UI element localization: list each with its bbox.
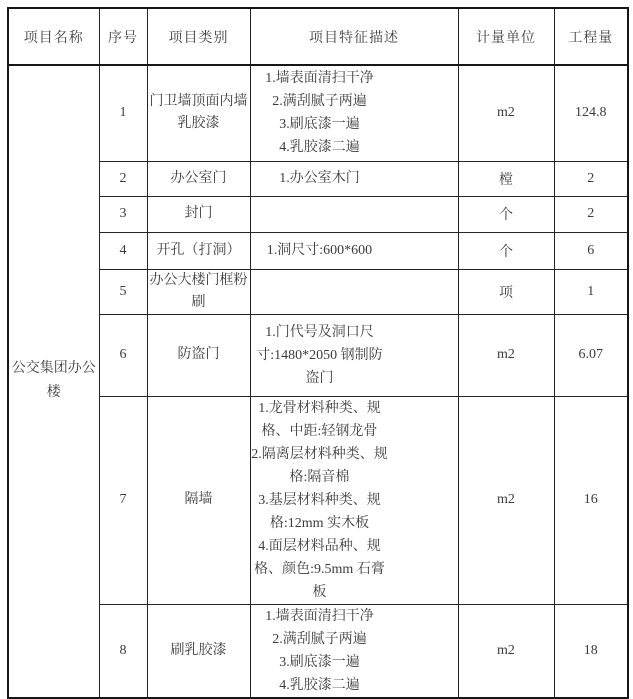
feature-line: 1.墙表面清扫干净 <box>265 71 374 87</box>
row-number-cell: 7 <box>99 396 147 604</box>
feature-line: 2.满刮腻子两遍 <box>272 631 367 647</box>
col-header-unit: 计量单位 <box>458 8 554 65</box>
unit-cell: m2 <box>458 396 554 604</box>
quantity-cell: 1 <box>554 269 628 314</box>
features-list <box>251 397 458 604</box>
table-row <box>8 65 628 161</box>
quantity-cell: 18 <box>554 604 628 698</box>
feature-line: 1.门代号及洞口尺寸:1480*2050 钢制防盗门 <box>256 324 383 386</box>
quantity-cell: 16 <box>554 396 628 604</box>
feature-line: 4.面层材料品种、规格、颜色:9.5mm 石膏板 <box>254 538 385 600</box>
category-cell: 办公大楼门框粉刷 <box>147 269 250 314</box>
table-row <box>8 314 628 396</box>
row-number-cell: 6 <box>99 314 147 396</box>
features-list <box>251 321 458 390</box>
col-header-feature-description: 项目特征描述 <box>250 8 458 65</box>
features-cell <box>250 604 458 698</box>
table-row <box>8 161 628 196</box>
table-body <box>8 65 628 698</box>
feature-line: 4.乳胶漆二遍 <box>279 677 360 693</box>
quantity-cell: 124.8 <box>554 65 628 161</box>
header-row <box>8 8 628 65</box>
feature-line: 2.满刮腻子两遍 <box>272 94 367 110</box>
feature-line: 1.龙骨材料种类、规格、中距:轻钢龙骨 <box>258 400 381 439</box>
unit-cell: 樘 <box>458 161 554 196</box>
unit-cell: 个 <box>458 196 554 232</box>
category-cell: 开孔（打洞） <box>147 232 250 269</box>
row-number-cell: 5 <box>99 269 147 314</box>
unit-cell: m2 <box>458 65 554 161</box>
row-number-cell: 8 <box>99 604 147 698</box>
features-list <box>251 67 458 159</box>
unit-cell: m2 <box>458 604 554 698</box>
row-number-cell: 3 <box>99 196 147 232</box>
table-row <box>8 269 628 314</box>
features-cell <box>250 269 458 314</box>
feature-line: 4.乳胶漆二遍 <box>279 140 360 156</box>
feature-line: 3.基层材料种类、规格:12mm 实木板 <box>258 492 381 531</box>
row-number-cell: 2 <box>99 161 147 196</box>
row-number-cell: 1 <box>99 65 147 161</box>
feature-line: 3.刷底漆一遍 <box>279 117 360 133</box>
features-cell <box>250 314 458 396</box>
category-cell: 刷乳胶漆 <box>147 604 250 698</box>
features-cell <box>250 396 458 604</box>
features-cell <box>250 196 458 232</box>
category-cell: 防盗门 <box>147 314 250 396</box>
feature-line: 1.办公室木门 <box>279 171 360 186</box>
project-name-cell: 公交集团办公楼 <box>8 65 99 698</box>
quantity-cell: 6 <box>554 232 628 269</box>
col-header-serial-number: 序号 <box>99 8 147 65</box>
features-list <box>251 605 458 697</box>
col-header-category: 项目类别 <box>147 8 250 65</box>
table-row <box>8 232 628 269</box>
quantity-cell: 2 <box>554 161 628 196</box>
category-cell: 隔墙 <box>147 396 250 604</box>
feature-line: 1.洞尺寸:600*600 <box>266 243 373 258</box>
table-row <box>8 196 628 232</box>
unit-cell: 项 <box>458 269 554 314</box>
bill-of-quantities-table <box>7 7 629 699</box>
category-cell: 门卫墙顶面内墙乳胶漆 <box>147 65 250 161</box>
row-number-cell: 4 <box>99 232 147 269</box>
features-cell <box>250 161 458 196</box>
table-row <box>8 604 628 698</box>
feature-line: 1.墙表面清扫干净 <box>265 608 374 624</box>
feature-line: 3.刷底漆一遍 <box>279 654 360 670</box>
unit-cell: 个 <box>458 232 554 269</box>
col-header-quantity: 工程量 <box>554 8 628 65</box>
features-cell <box>250 232 458 269</box>
quantity-cell: 2 <box>554 196 628 232</box>
category-cell: 封门 <box>147 196 250 232</box>
features-list <box>251 239 458 262</box>
category-cell: 办公室门 <box>147 161 250 196</box>
features-list <box>251 167 458 190</box>
unit-cell: m2 <box>458 314 554 396</box>
feature-line: 2.隔离层材料种类、规格:隔音棉 <box>251 446 388 485</box>
table-row <box>8 396 628 604</box>
col-header-project-name: 项目名称 <box>8 8 99 65</box>
features-cell <box>250 65 458 161</box>
quantity-cell: 6.07 <box>554 314 628 396</box>
